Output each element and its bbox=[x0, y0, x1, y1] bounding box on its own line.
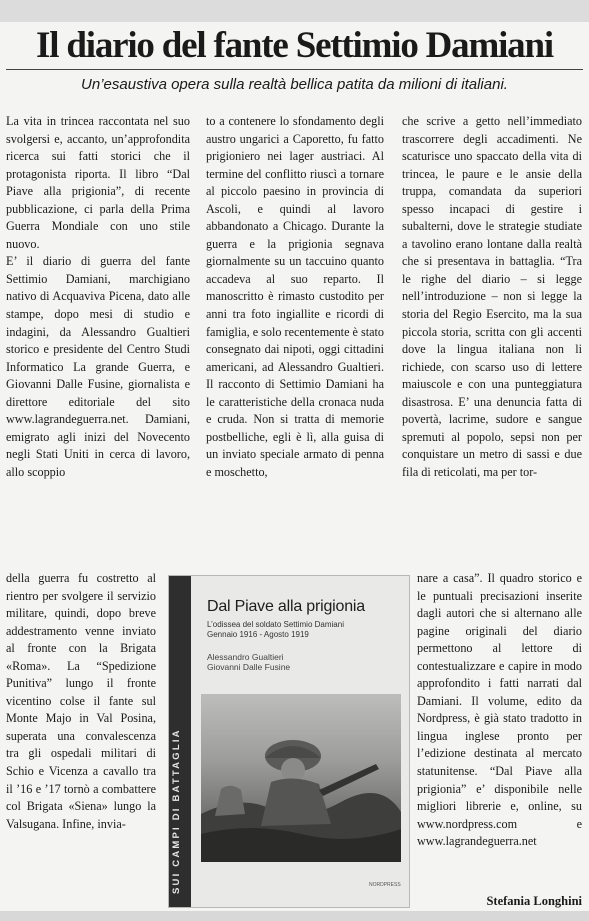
book-title: Dal Piave alla prigionia bbox=[207, 598, 365, 615]
bottom-bar bbox=[0, 911, 589, 921]
paragraph-trench: che scrive a getto nell’immediato trascorrere degli accadimenti. Ne scaturisce uno spaccato della vita di trincea, le paure e le ansie della truppa, comandata da superiori spesso incapaci di gestire i subalterni, dove le strategie studiate a tavolino erano lontane dalla realtà che si presentava in battaglia. “Tra le righe del diario – si legge nell’introduzione – non si legge la storia del Regio Esercito, ma la sua piccola storia, scritta con gli accenti dove la lingua italiana non li richiede, con scarso uso di lettere maiuscole e con una punteggiatura disastrosa. E’ una denuncia fatta di povertà, lacrime, sudore e sangue spremuti al popolo, sepsi non per conquistare un metro di sassi e due fila di reticolati, ma per tor- bbox=[402, 114, 582, 479]
top-bar bbox=[0, 0, 589, 22]
column-1 bbox=[6, 113, 190, 481]
article-subtitle: Un’esaustiva opera sulla realtà bellica patita da milioni di italiani. bbox=[81, 76, 508, 93]
column-1-continued bbox=[6, 570, 156, 833]
title-rule bbox=[6, 69, 583, 70]
paragraph-war: della guerra fu costretto al rientro per svolgere il servizio militare, quindi, dopo breve addestramento venne inviato al fronte con la Brigata «Roma». La “Spedizione Punitiva” lungo il fronte vicentino colse il fante sul Monte Majo in Val Posina, superata una convalescenza tra gli ospedali militari di Schio e Vicenza a cavallo tra il ’16 e ’17 tornò a combattere col Brigata «Siena» lungo la Valsugana. Infine, invia- bbox=[6, 571, 156, 831]
book-publisher: NORDPRESS bbox=[369, 882, 401, 888]
paragraph-intro: La vita in trincea raccontata nel suo svolgersi e, accanto, un’approfondita ricerca sui fatti storici che il protagonista riporta. Il libro “Dal Piave alla prigionia”, di recente pubblicazione, ci parla della Prima Guerra Mondiale con uno stile nuovo. bbox=[6, 114, 190, 251]
column-3-continued bbox=[417, 570, 582, 851]
article-author: Stefania Longhini bbox=[486, 894, 582, 908]
paragraph-volume: nare a casa”. Il quadro storico e le puntuali precisazioni inserite dagli autori che si alternano alle pagine originali del diario permettono al lettore di contestualizzare e capire in modo approfondito i fatti narrati dal Damiani. Il volume, edito da Nordpress, è già stato tradotto in lingua inglese pronto per l’edizione destinata al mercato statunitense. “Dal Piave alla prigionia” e’ disponibile nelle migliori librerie e, online, su www.nordpress.com e www.lagrandeguerra.net bbox=[417, 571, 582, 849]
paragraph-caporetto: to a contenere lo sfondamento degli austro ungarici a Caporetto, fu fatto prigioniero nei lager austriaci. Al termine del conflitto riuscì a tornare al piccolo paesino in provincia di Ascoli, e quindi al lavoro abbandonato a Chicago. Durante la guerra e la prigionia segnava giornalmente su un taccuino quanto accadeva al suo reparto. Il manoscritto è rimasto custodito per anni tra foto ingiallite e ricordi di famiglia, e solo recentemente è stato consegnato dai nipoti, oggi cittadini americani, ad Alessandro Gualtieri. Il racconto di Settimio Damiani ha le caratteristiche della cronaca nuda e cruda. Non si tratta di memorie postbelliche, egli è lì, alla guisa di un inviato speciale armato di penna e moschetto, bbox=[206, 114, 384, 479]
soldier-illustration bbox=[201, 694, 401, 862]
spine-text: SUI CAMPI DI BATTAGLIA bbox=[171, 728, 182, 894]
book-subtitle: L’odissea del soldato Settimio Damiani Gennaio 1916 - Agosto 1919 bbox=[207, 620, 344, 639]
paragraph-diary: E’ il diario di guerra del fante Settimio Damiani, marchigiano nativo di Acquaviva Picena, dato alle stampe, dopo mesi di studio e indagini, da Alessandro Gualtieri storico e presidente del Centro Studi Informatico La grande Guerra, e Giovanni Dalle Fusine, giornalista e direttore editoriale del sito www.lagrandeguerra.net. Damiani, emigrato agli inizi del Novecento negli Stati Uniti in cerca di lavoro, allo scoppio bbox=[6, 254, 190, 479]
book-spine bbox=[169, 576, 191, 907]
book-cover-image bbox=[168, 575, 410, 908]
book-authors: Alessandro Gualtieri Giovanni Dalle Fusine bbox=[207, 652, 291, 672]
soldier-photo bbox=[201, 694, 401, 862]
column-2 bbox=[206, 113, 384, 481]
article-title: Il diario del fante Settimio Damiani bbox=[36, 25, 553, 66]
column-3 bbox=[402, 113, 582, 481]
